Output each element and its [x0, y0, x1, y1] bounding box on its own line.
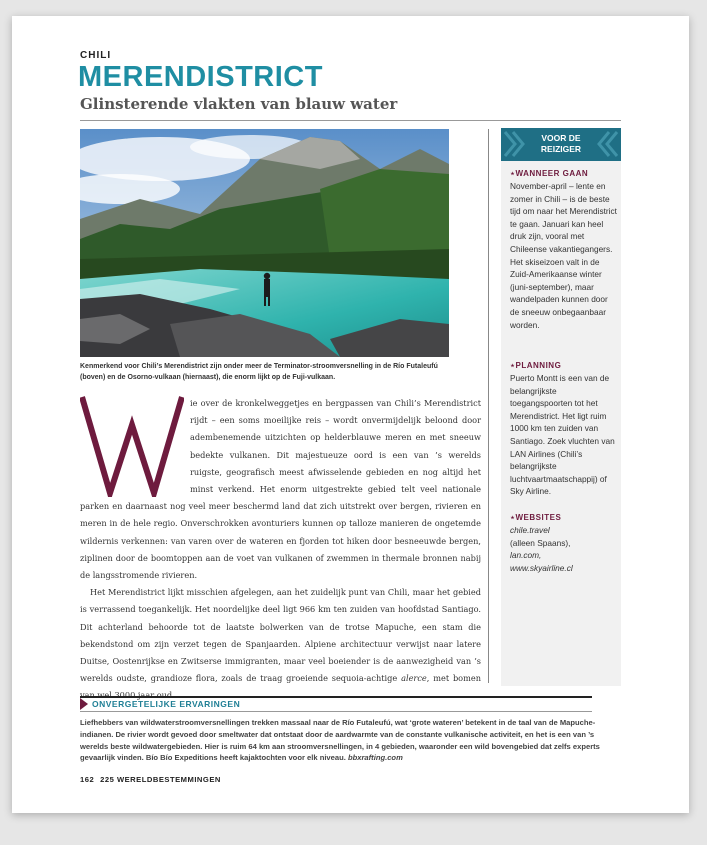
traveler-sidebar	[501, 128, 621, 686]
column-divider	[488, 129, 489, 683]
triangle-marker-icon	[80, 698, 88, 710]
sidebar-planning	[510, 360, 618, 498]
bottom-rule	[80, 696, 592, 698]
website-note: (alleen Spaans),	[510, 537, 571, 548]
dropcap	[80, 395, 190, 498]
book-title: 225 WERELDBESTEMMINGEN	[100, 775, 221, 784]
experiences-title: ONVERGETELIJKE ERVARINGEN	[92, 699, 241, 709]
website-link-chile[interactable]: chile.travel	[510, 525, 550, 535]
website-link-lan[interactable]: lan.com,	[510, 550, 542, 561]
page-subtitle: Glinsterende vlakten van blauw water	[80, 95, 398, 113]
river-photo-image	[80, 129, 449, 357]
bottom-subrule	[80, 711, 592, 712]
article-body	[80, 395, 481, 705]
websites-title: ⋆WEBSITES	[510, 513, 562, 522]
experiences-link[interactable]: bbxrafting.com	[347, 753, 403, 763]
river-photo	[80, 129, 449, 357]
planning-title: ⋆PLANNING	[510, 361, 562, 370]
sidebar-websites	[510, 512, 618, 574]
planning-text: Puerto Montt is een van de belangrijkste toegangspoorten tot het Merendistrict. Het ligt ruim 1000 km ten zuiden van Santiago. Zoek vluchten van LAN Airlines (Chili’s belangrijkste luchtvaartmaatschappij) of Sky Airline.	[510, 373, 615, 497]
website-link-sky[interactable]: www.skyairline.cl	[510, 562, 573, 573]
article-paragraph-1: ie over de kronkelweggetjes en bergpassen van Chili’s Merendistrict rijdt – een soms moeilijke reis – wordt onvermijdelijk beloond door adembenemende uitzichten op helderblauwe meren en met sneeuw bedekte vulkanen. Dit majestueuze oord is een van ’s werelds ruigste, geografisch meest afwisselende gebieden en nog altijd het minst verkend. Het enorm uitgestrekte gebied telt veel nationale parken en daarnaast nog veel meer beschermd land dat zich uitstrekt over bergen, rivieren en meren in de hele regio. Onverschrokken avonturiers kunnen op talloze manieren de ongetemde wildernis verkennen: van varen over de wateren en fjorden tot hiken door besneeuwde bergen, ziplinen door de boomtoppen aan de voet van vulkanen of zwemmen in thermale bronnen nabij de langsstromende rivieren.	[80, 398, 481, 581]
dropcap-w-glyph	[80, 395, 184, 497]
experiences-text: Liefhebbers van wildwaterstroomversnellingen trekken massaal naar de Río Futaleufú, wat ‘grote wateren’ betekent in de taal van de Mapuche-indianen. De rivier wordt gevoed door smeltwater dat ontstaat door de aardwarmte van de constante vulkanische activiteit, en het is een van ’s werelds beste wildwatergebieden. Hier is ruim 64 km aan stroomversnellingen, in 4 gebieden, waaronder een wild bovengebied dat zelfs experts gevaarlijk vinden. Bío Bío Expeditions heeft kajaktochten voor elk niveau. bbxrafting.com	[80, 718, 600, 763]
page-title: MERENDISTRICT	[78, 61, 323, 93]
photo-caption: Kenmerkend voor Chili’s Merendistrict zijn onder meer de Terminator-stroomversnelling in de Río Futaleufú (boven) en de Osorno-vulkaan (hiernaast), die enorm lijkt op de Fuji-vulkaan.	[80, 363, 438, 381]
sidebar-heading: VOOR DE REIZIGER	[540, 133, 582, 154]
sidebar-header	[501, 128, 621, 161]
when-text: November-april – lente en zomer in Chili – is de beste tijd om naar het Merendistrict te gaan. Januari kan heel druk zijn, vooral met Chileense vakantiegangers. Het skiseizoen valt in de Zuid-Amerikaanse winter (juni-september), maar wandelpaden kunnen door de sneeuw onbegaanbaar worden.	[510, 181, 617, 330]
page-footer	[80, 775, 221, 784]
header-rule	[80, 120, 621, 121]
article-paragraph-2: Het Merendistrict lijkt misschien afgelegen, aan het zuidelijk punt van Chili, maar het gebied is verrassend toegankelijk. Het noordelijke deel ligt 966 km ten zuiden van hoofdstad Santiago. Dit achterland behoorde tot de laatste bolwerken van de trotse Mapuche, een stam die bekendstond om zijn verzet tegen de Spanjaarden. Alpiene architectuur verwijst naar latere Duitse, Oostenrijkse en Zwitserse immigranten, maar veel boeiender is de aanwezigheid van ’s werelds oudste, grandioze flora, zoals de traag groeiende sequoia-achtige alerce, met bomen	[80, 587, 481, 684]
country-label: CHILI	[80, 50, 112, 61]
page-number: 162	[80, 775, 95, 784]
when-title: ⋆WANNEER GAAN	[510, 169, 589, 178]
sidebar-when	[510, 168, 618, 331]
magazine-page	[12, 16, 689, 813]
